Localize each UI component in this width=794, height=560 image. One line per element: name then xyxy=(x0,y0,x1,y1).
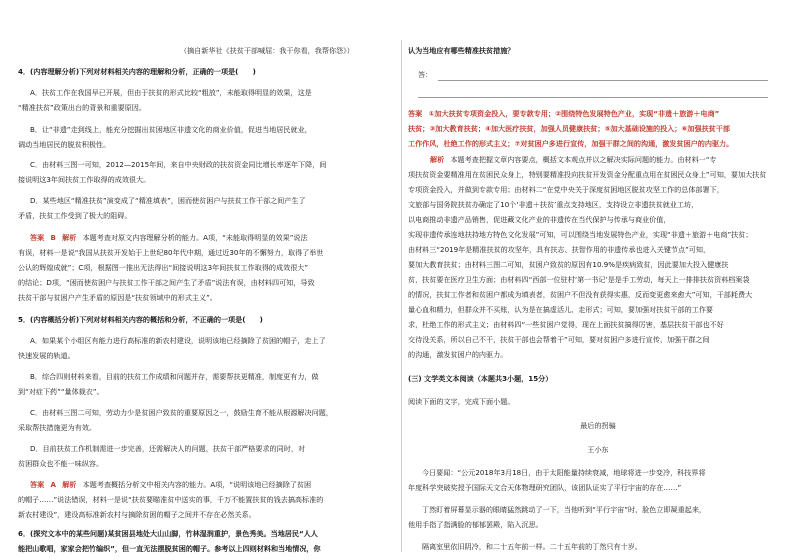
q4-explanation-line: 公认的辉煌成就”；C项，根据图一推出无法得出“间接说明这3年间扶贫工作取得的成效很大” xyxy=(18,263,309,272)
explanation-text: 本题考查对原文内容理解分析的能力。A项，“未能取得明显的效果”说法 xyxy=(82,233,308,242)
answer-letter: A xyxy=(50,480,56,489)
q5-stem: 5．(内容概括分析)下列对材料相关内容的概括和分析，不正确的一项是( ) xyxy=(18,315,263,324)
explanation-line: 的沟通，激发贫困户的内驱力。 xyxy=(408,350,508,359)
q4-explanation-line: 扶贫干部与贫困户产生矛盾的原因是“扶贫领域中的形式主义”。 xyxy=(18,293,217,302)
q6-explanation xyxy=(430,153,717,166)
q4-option-d-cont: 矛盾，扶贫工作受到了极大的阻碍。 xyxy=(18,211,132,220)
answer-text-line: 工作作风，杜绝工作的形式主义；⑦对贫困户多进行宣传，加强干群之间的沟通，激发贫困户的内驱力。 xyxy=(408,139,734,148)
explanation-text: 本题考查把握文章内容要点，概括文本观点并以之解决实际问题的能力。由材料一“专 xyxy=(450,155,717,164)
explanation-line: 实现非遗传承连地扶持地方特色文化发展”可知，可以围绕当地发展特色产业，实现“非遗＋旅游＋电商”扶贫； xyxy=(408,230,753,239)
q4-option-c: C．由材料三图一可知，2012—2015年间，来自中央财政的扶贫资金同比增长率逐年下降，间 xyxy=(30,160,327,169)
q4-stem: 4．(内容理解分析)下列对材料相关内容的理解和分析，正确的一项是( ) xyxy=(18,67,256,76)
story-paragraph: 丁然盯着屏幕显示器的眼睛猛然跳动了一下，当他听到“平行宇宙”时，脸色立即凝重起来， xyxy=(422,505,707,514)
answer-tag: 答案 xyxy=(408,109,423,118)
q4-option-d: D．某些地区“精准扶贫”演变成了“精准填表”，困而使贫困户与扶贫工作干部之间产生了 xyxy=(30,196,306,205)
q5-explanation-line: 新农村建设”，建设高标准新农村与摘除贫困的帽子之间并不存在必然关系。 xyxy=(18,510,256,519)
q6-stem: 6．(探究文本中的某些问题)某贫困县地处大山山脚，竹林湿润重护，景色秀美。当地居民“人人 xyxy=(18,529,318,538)
q6-stem-cont: 能把山歌唱，家家会把竹编织”，但一直无法摆脱贫困的帽子。参考以上四则材料和当地情况，你 xyxy=(18,544,321,553)
q4-option-c-cont: 接说明这3年间扶贫工作取得的成效很大。 xyxy=(18,175,151,184)
answer-tag: 答案 xyxy=(30,233,45,242)
q4-explanation xyxy=(30,231,308,244)
q4-option-b-cont: 调动当地居民的脱贫积极性。 xyxy=(18,140,111,149)
story-paragraph-cont: 年度科学突破奖授予国际天文合天体物理研究团队，该团队证实了平行宇宙的存在……” xyxy=(408,483,682,492)
answer-line xyxy=(418,97,768,98)
explanation-line: 的情况，扶贫工作者和贫困户都成为填表者，贫困户不但没有获得实惠，反而变更愈来愈大”可知，干部耗费大 xyxy=(408,290,753,299)
answer-line xyxy=(438,80,768,81)
explanation-line: 贫，扶贫要在医疗卫生方面；由材料四“西部一位驻村‘第一书记’是是手工劳动，每天上一排排扶贫资料档案袋 xyxy=(408,275,750,284)
section-instruction: 阅读下面的文字，完成下面小题。 xyxy=(408,397,515,406)
q5-option-c: C．由材料三图二可知，劳动力少是贫困户致贫的重要原因之一，鼓励生育不能从根源解决问题， xyxy=(30,408,333,417)
explanation-tag: 解析 xyxy=(430,155,445,164)
q4-explanation-line: 有误，材料一是说“我国从扶贫开发始于上世纪80年代中期，通过近30年的不懈努力，取得了举世 xyxy=(18,248,324,257)
explanation-line: 文旅部与国务院扶贫办确定了10个‘非遗＋扶贫’重点支持地区，支持设立非遗扶贫就业工坊， xyxy=(408,200,699,209)
answer-letter: B xyxy=(50,233,56,242)
q5-option-a: A．如果某个小组区有能力进行高标准的新农村建设，说明该地已经摘除了贫困的帽子，走上了 xyxy=(30,336,326,345)
q6-stem-end: 认为当地应有哪些精准扶贫措施？ xyxy=(408,46,515,55)
explanation-line: 项扶贫资金要精准用在贫困民众身上，特别要精准投向扶贫开发资金分配重点用在贫困民众身上”可知，要加大扶贫 xyxy=(408,170,767,179)
explanation-line: 以电商推动非遗产品销售，促进藏文化产业的非遗传在当代保护与传承与商业价值， xyxy=(408,215,671,224)
q5-option-a-cont: 快速发展的轨道。 xyxy=(18,351,75,360)
explanation-tag: 解析 xyxy=(62,233,77,242)
q5-option-d-cont: 贫困群众也不能一味纵容。 xyxy=(18,459,104,468)
story-author: 王小东 xyxy=(587,445,609,454)
source-citation: （摘自新华社《扶贫干部喊屈：我干你看，我帮你怨》） xyxy=(180,46,354,55)
explanation-line: 要加大教育扶贫；由材料三图二可知，贫困户致贫的原因有10.9%是疾病致贫，因此要加大投入健康扶 xyxy=(408,260,729,269)
q5-option-c-cont: 采取帮扶措施更为有效。 xyxy=(18,423,97,432)
q4-option-a: A．扶贫工作在我国早已开展，但由于扶贫的形式比较“粗放”，未能取得明显的效果，这是 xyxy=(30,88,312,97)
explanation-line: 专项资金投入，并做到专款专用；由材料二“在党中央关于深度贫困地区脱贫攻坚工作的总体部署下， xyxy=(408,185,724,194)
explanation-text: 本题考查概括分析文中相关内容的能力。A项，“说明该地已经摘除了贫困 xyxy=(82,480,312,489)
q6-answer xyxy=(408,107,719,120)
q5-explanation-line: 的帽子……”说法错误，材料一是说“扶贫要瞄准贫中送实的事，千万不能置扶贫的钱去搞高标准的 xyxy=(18,495,324,504)
q4-option-a-cont: “精准扶贫”政策出台的背景和重要原因。 xyxy=(18,103,146,112)
q4-option-b: B．让“非遗”走到线上，能充分挖掘出贫困地区非遗文化的商业价值，促进当地居民就业， xyxy=(30,125,312,134)
story-paragraph: 今日要闻：“公元2018年3月18日，由于太阳能量持续衰减，地球将进一步变冷，科技界将 xyxy=(422,468,706,477)
story-paragraph: 隔离室里依旧阴冷，和二十五年前一样。二十五年前的丁然只有十岁。 xyxy=(422,542,642,551)
q5-explanation xyxy=(30,478,311,491)
section-heading: (三) 文学类文本阅读（本题共3小题，15分） xyxy=(408,374,553,383)
explanation-line: 量心血和精力，但群众并不买账，认为是在搞虚活儿、走形式；可知，要加强对扶贫干部的工作要 xyxy=(408,305,714,314)
explanation-line: 交待没关系，所以自己不干，扶贫干部也会帮着干”可知，要对贫困户多进行宣传，加强干群之间 xyxy=(408,335,710,344)
answer-tag: 答案 xyxy=(30,480,45,489)
q5-option-b-cont: 到“对症下药”“量体裁衣”。 xyxy=(18,387,104,396)
q5-option-b: B．综合四则材料来看，目前的扶贫工作成绩和问题并存，需要帮扶更精准，制度更有力，做 xyxy=(30,372,319,381)
q5-option-d: D．目前扶贫工作机制需进一步完善，还需解决人的问题，扶贫干部严格要求的同时，对 xyxy=(30,444,306,453)
explanation-line: 由材料三“2019年是精准扶贫的攻坚年，具有扶志、扶智作用的非遗传承也进入关键节点”可知， xyxy=(408,245,711,254)
explanation-tag: 解析 xyxy=(62,480,77,489)
explanation-line: 求，杜绝工作的形式主义；由材料四“一些贫困户觉得，现在上面扶贫搞得厉害，基层扶贫干部也不好 xyxy=(408,320,724,329)
right-column xyxy=(402,0,794,560)
answer-text: ①加大扶贫专项资金投入，要专款专用；②围绕特色发展特色产业，实现“非遗＋旅游＋电商” xyxy=(428,109,720,118)
story-title: 最后的拐骗 xyxy=(580,421,616,430)
answer-text-line: 扶贫；③加大教育扶贫；④加大医疗扶贫，加强人员健康扶贫；⑤加大基础设施的投入；⑥加强扶贫干部 xyxy=(408,124,730,133)
q4-explanation-line: 的结论；D项，“困而使贫困户与扶贫工作干部之间产生了矛盾”说法有误，由材料四可知，导致 xyxy=(18,278,315,287)
story-paragraph-cont: 他用手指了指满脸的郁郁罢殿，陷入沉思。 xyxy=(408,520,543,529)
answer-prompt: 答： xyxy=(418,70,433,79)
